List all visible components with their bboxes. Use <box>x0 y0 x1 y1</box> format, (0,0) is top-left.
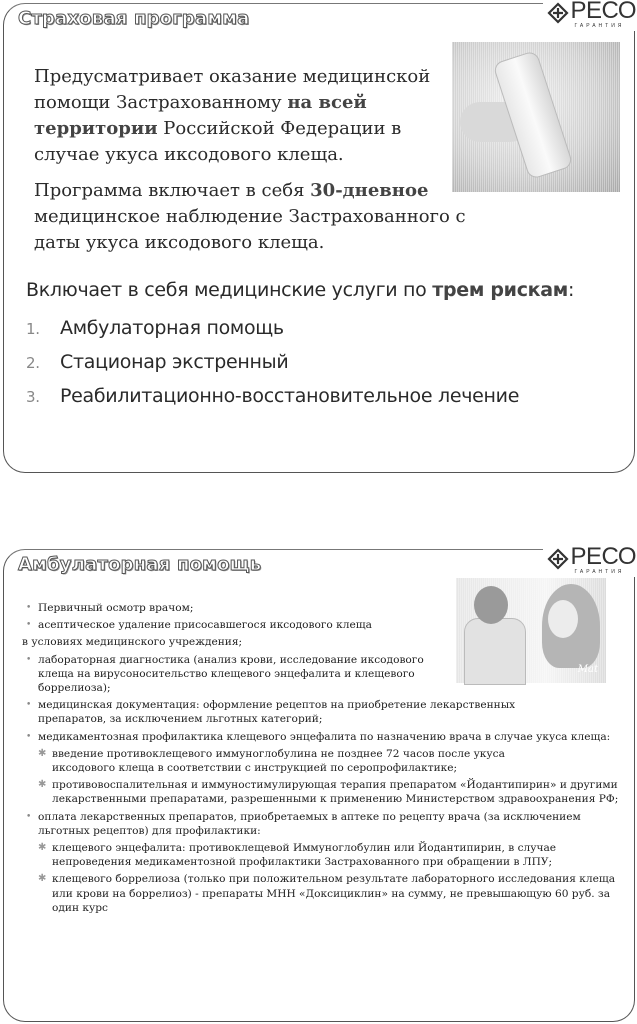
slide-title: Амбулаторная помощь <box>18 554 262 575</box>
item-text: клещевого боррелиоза (только при положительном результате лабораторного исследования клеща или крови на боррелиоз) - препараты МНН «Доксициклин» на сумму, не превышающую 60 руб. за один курс <box>52 873 616 914</box>
risk-item <box>26 346 519 380</box>
sub-list-item <box>24 872 637 915</box>
reso-logo <box>543 545 637 577</box>
list-item <box>24 653 438 696</box>
bullet-icon: • <box>26 620 32 631</box>
observation-paragraph <box>34 178 474 256</box>
text: Программа включает в себя <box>34 180 311 201</box>
text: : <box>568 279 575 301</box>
list-number: 2. <box>26 354 40 372</box>
sub-bullet-icon: ✱ <box>38 873 47 885</box>
reso-logo-icon <box>547 2 569 24</box>
emphasis-text: на всей территории <box>34 92 367 139</box>
list-item <box>24 730 613 744</box>
risk-label: Стационар экстренный <box>60 351 289 373</box>
list-number: 1. <box>26 320 40 338</box>
item-text: Первичный осмотр врачом; <box>38 602 194 614</box>
item-text: медикаментозная профилактика клещевого энцефалита по назначению врача в случае укуса клеща: <box>38 730 611 743</box>
slide-insurance-program <box>3 0 636 473</box>
list-item <box>24 810 623 838</box>
sub-bullet-icon: ✱ <box>38 842 47 854</box>
sub-list-item <box>24 747 557 775</box>
text: Включает в себя медицинские услуги по <box>26 279 433 301</box>
list-continuation: в условиях медицинского учреждения; <box>22 636 243 649</box>
reso-logo-icon <box>547 548 569 570</box>
bullet-icon: • <box>26 654 32 665</box>
item-text: лабораторная диагностика (анализ крови, исследование иксодового клеща на вирусоносительство клещевого энцефалита и клещевого боррелиоза); <box>38 653 424 695</box>
item-text: введение противоклещевого иммуноглобулина не позднее 72 часов после укуса иксодового клеща в соответствии с инструкцией по серопрофилактике; <box>52 747 505 775</box>
logo-name: РЕСО <box>570 0 636 24</box>
coverage-paragraph <box>34 64 454 168</box>
risk-label: Амбулаторная помощь <box>60 317 284 339</box>
text: Российской Федерации в случае укуса иксодового клеща. <box>34 118 402 165</box>
item-text: медицинская документация: оформление рецептов на приобретение лекарственных препаратов, за исключением льготных категорий; <box>38 699 516 726</box>
slide-title: Страховая программа <box>18 8 250 29</box>
outpatient-services-list <box>22 601 619 918</box>
item-text: клещевого энцефалита: противоклещевой Иммуноглобулин или Йодантипирин, в случае непроведения медикаментозной профилактики Застрахованного при обращении в ЛПУ; <box>52 842 557 869</box>
risk-label: Реабилитационно-восстановительное лечение <box>60 385 520 407</box>
risk-item <box>26 312 519 346</box>
sub-list-item <box>24 778 632 806</box>
list-item <box>24 601 478 615</box>
sub-bullet-icon: ✱ <box>38 779 47 791</box>
tick-in-vial-photo <box>452 42 620 192</box>
risks-list <box>26 312 519 414</box>
risk-item <box>26 380 519 414</box>
logo-subtitle: ГАРАНТИЯ <box>574 569 625 575</box>
bullet-icon: • <box>26 700 32 711</box>
text: Предусматривает оказание медицинской помощи Застрахованному <box>34 66 431 113</box>
photo-signature: Mat <box>577 664 598 675</box>
item-text: противовоспалительная и иммуностимулирующая терапия препаратом «Йодантипирин» и другими лекарственными препаратами, разрешенными к применению Министерством здравоохранения РФ; <box>52 779 619 806</box>
text: медицинское наблюдение Застрахованного с даты укуса иксодового клеща. <box>34 206 466 253</box>
bullet-icon: • <box>26 731 32 742</box>
logo-name: РЕСО <box>570 543 636 570</box>
reso-logo <box>543 0 637 31</box>
sub-bullet-icon: ✱ <box>38 747 47 759</box>
bullet-icon: • <box>26 603 32 613</box>
list-number: 3. <box>26 388 40 406</box>
item-text: асептическое удаление присосавшегося иксодового клеща <box>38 619 372 632</box>
bullet-icon: • <box>26 811 32 822</box>
logo-subtitle: ГАРАНТИЯ <box>574 23 625 29</box>
list-item <box>24 698 558 726</box>
sub-list-item <box>24 841 627 869</box>
risks-intro <box>26 279 574 301</box>
list-item <box>24 618 478 632</box>
item-text: оплата лекарственных препаратов, приобретаемых в аптеке по рецепту врача (за исключением льготных рецептов) для профилактики: <box>38 810 581 837</box>
emphasis-text: 30-дневное <box>310 180 429 201</box>
emphasis-text: трем рискам <box>432 279 569 301</box>
